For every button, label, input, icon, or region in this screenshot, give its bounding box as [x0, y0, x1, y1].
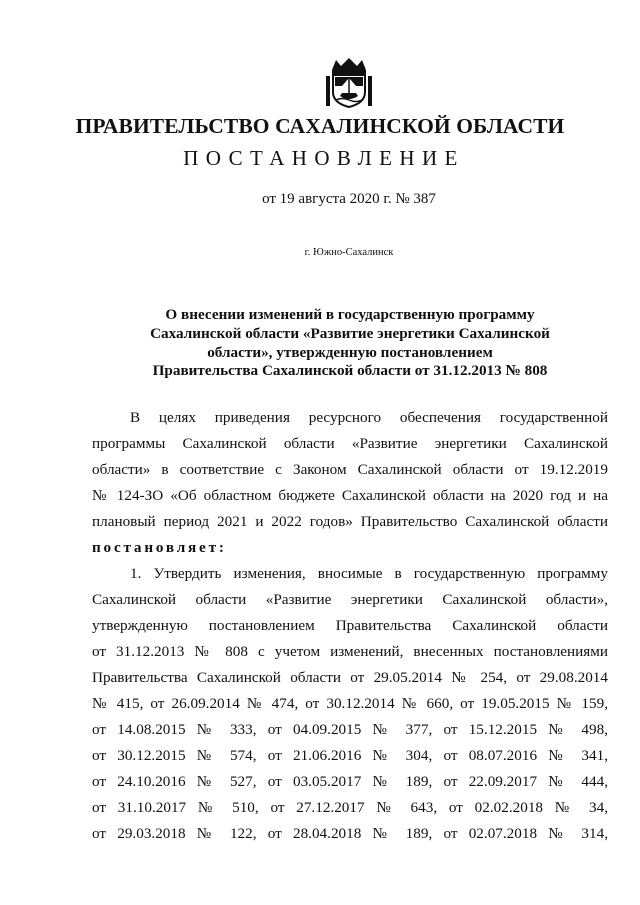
title-line: Правительства Сахалинской области от 31.12.2013 № 808	[152, 362, 548, 380]
document-title	[120, 306, 580, 381]
document-type: ПОСТАНОВЛЕНИЕ	[183, 146, 465, 170]
item1-line: от 30.12.2015 № 574, от 21.06.2016 № 304, от 08.07.2016 № 341,	[92, 747, 608, 764]
item1-line: от 24.10.2016 № 527, от 03.05.2017 № 189, от 22.09.2017 № 444,	[92, 773, 608, 790]
document-city: г. Южно-Сахалинск	[304, 247, 394, 258]
preamble-line: № 124-ЗО «Об областном бюджете Сахалинской области на 2020 год и на	[92, 487, 608, 504]
title-line: области», утвержденную постановлением	[207, 343, 493, 361]
item1-line: Сахалинской области «Развитие энергетики Сахалинской области»,	[92, 591, 608, 608]
item1-line: Правительства Сахалинской области от 29.05.2014 № 254, от 29.08.2014	[92, 669, 608, 686]
item1-line: от 31.10.2017 № 510, от 27.12.2017 № 643, от 02.02.2018 № 34,	[92, 799, 608, 816]
preamble-line: В целях приведения ресурсного обеспечения государственной	[130, 409, 608, 426]
document-date-number: от 19 августа 2020 г. № 387	[262, 191, 436, 207]
resolves-word: постановляет:	[92, 539, 227, 556]
item1-line: от 31.12.2013 № 808 с учетом изменений, внесенных постановлениями	[92, 643, 608, 660]
resolves-line	[92, 535, 608, 561]
item1-line: № 415, от 26.09.2014 № 474, от 30.12.2014 № 660, от 19.05.2015 № 159,	[92, 695, 608, 712]
item1-line: утвержденную постановлением Правительства Сахалинской области	[92, 617, 608, 634]
preamble-line: плановый период 2021 и 2022 годов» Правительство Сахалинской области	[92, 513, 608, 530]
preamble-line: программы Сахалинской области «Развитие энергетики Сахалинской	[92, 435, 608, 452]
item1-line: от 29.03.2018 № 122, от 28.04.2018 № 189, от 02.07.2018 № 314,	[92, 825, 608, 842]
sakhalin-coat-of-arms-icon	[324, 56, 374, 108]
item1-line: 1. Утвердить изменения, вносимые в государственную программу	[130, 565, 608, 582]
preamble-line: области» в соответствие с Законом Сахалинской области от 19.12.2019	[92, 461, 608, 478]
document-body	[92, 405, 608, 847]
item1-line: от 14.08.2015 № 333, от 04.09.2015 № 377, от 15.12.2015 № 498,	[92, 721, 608, 738]
title-line: О внесении изменений в государственную программу	[165, 306, 535, 323]
title-line: Сахалинской области «Развитие энергетики Сахалинской	[150, 324, 550, 342]
organization-name: ПРАВИТЕЛЬСТВО САХАЛИНСКОЙ ОБЛАСТИ	[75, 114, 565, 138]
